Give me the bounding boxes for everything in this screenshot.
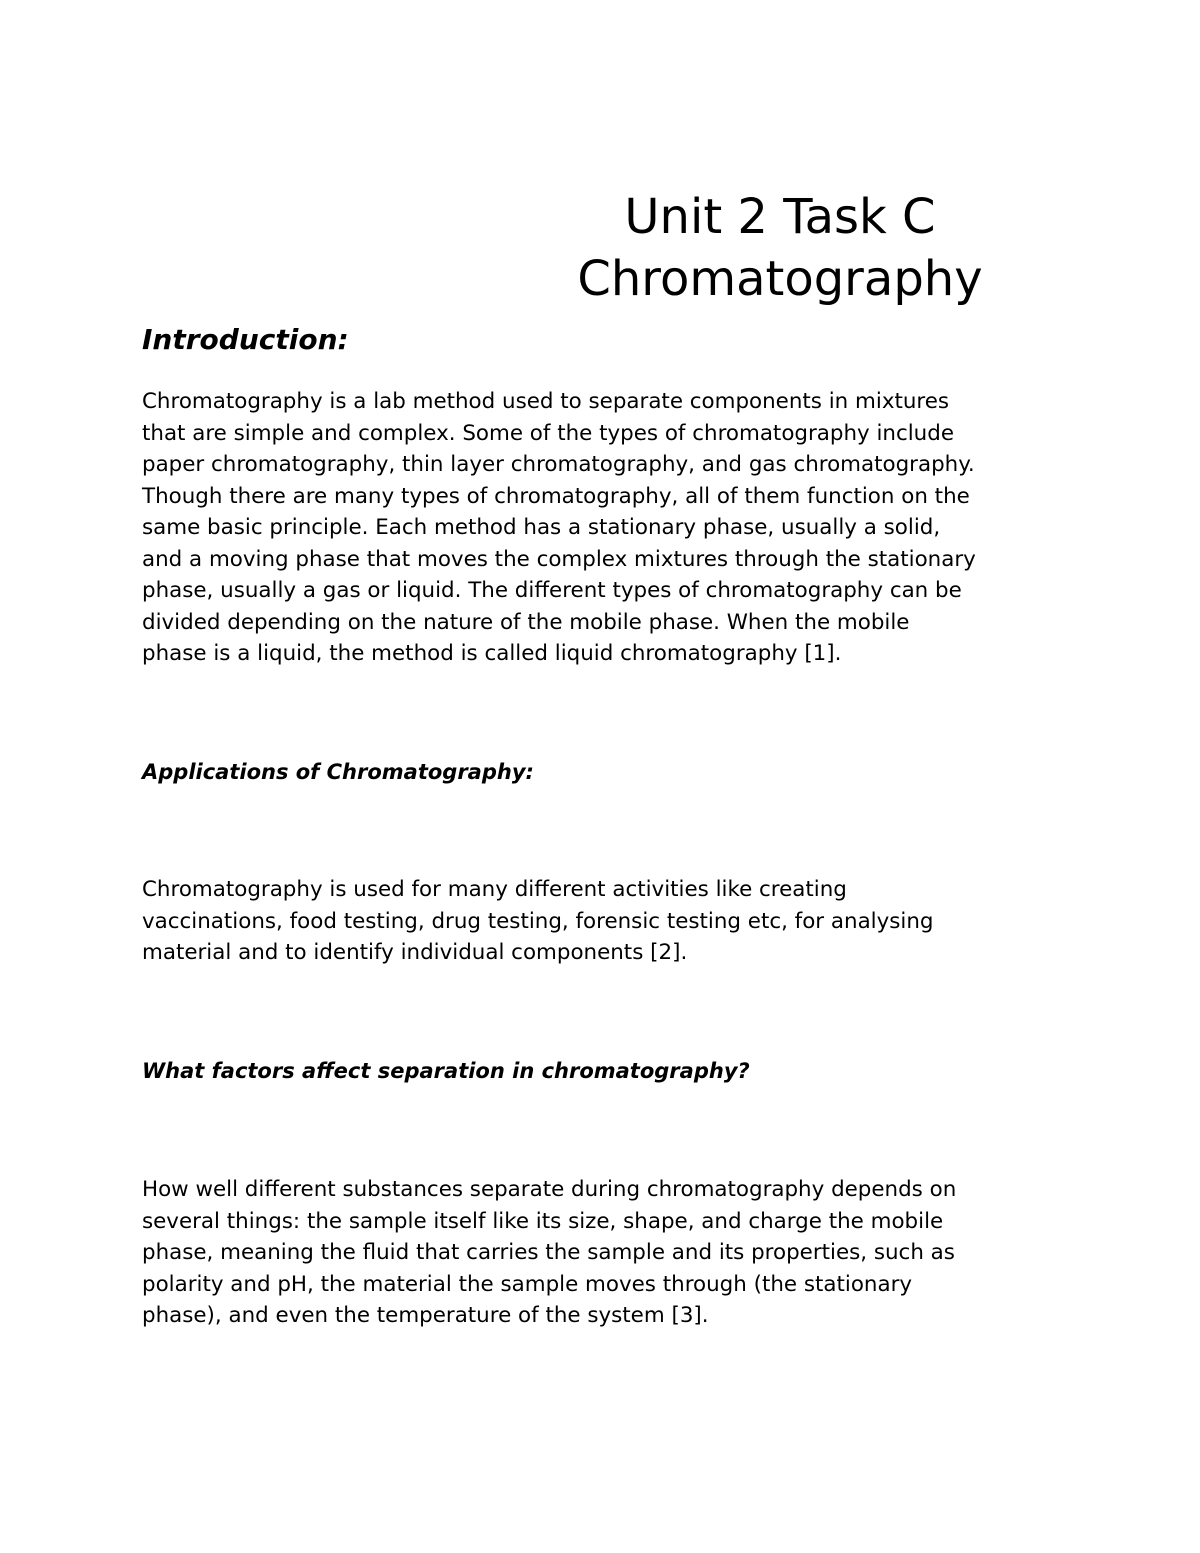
paragraph-line: polarity and pH, the material the sample moves through (the stationary: [142, 1271, 913, 1297]
paragraph-line: Chromatography is a lab method used to separate components in mixtures: [142, 389, 950, 414]
paragraph-line: vaccinations, food testing, drug testing, forensic testing etc, for analysing: [142, 908, 934, 934]
paragraph-line: and a moving phase that moves the complex mixtures through the stationary: [142, 546, 976, 572]
factors-paragraph: [142, 1174, 1102, 1332]
applications-paragraph: [142, 874, 1102, 969]
paragraph-line: phase, meaning the fluid that carries the sample and its properties, such as: [142, 1240, 955, 1265]
applications-heading: Applications of Chromatography:: [142, 760, 534, 784]
paragraph-line: Though there are many types of chromatography, all of them function on the: [142, 483, 970, 509]
introduction-heading: Introduction:: [142, 323, 349, 356]
paragraph-line: material and to identify individual components [2].: [142, 940, 688, 965]
factors-heading: What factors affect separation in chromatography?: [142, 1059, 750, 1083]
title-line-2: Chromatography: [577, 251, 983, 307]
paragraph-line: phase is a liquid, the method is called liquid chromatography [1].: [142, 641, 842, 666]
title-line-1: Unit 2 Task C: [624, 189, 936, 245]
paragraph-line: divided depending on the nature of the mobile phase. When the mobile: [142, 609, 910, 635]
paragraph-line: paper chromatography, thin layer chromatography, and gas chromatography.: [142, 452, 975, 477]
paragraph-line: same basic principle. Each method has a stationary phase, usually a solid,: [142, 515, 941, 540]
document-title: [540, 186, 1020, 310]
paragraph-line: How well different substances separate during chromatography depends on: [142, 1177, 957, 1202]
paragraph-line: that are simple and complex. Some of the types of chromatography include: [142, 420, 954, 446]
paragraph-line: phase), and even the temperature of the system [3].: [142, 1303, 709, 1328]
paragraph-line: Chromatography is used for many different activities like creating: [142, 877, 847, 902]
introduction-paragraph: [142, 386, 1102, 670]
paragraph-line: phase, usually a gas or liquid. The different types of chromatography can be: [142, 578, 962, 603]
paragraph-line: several things: the sample itself like its size, shape, and charge the mobile: [142, 1208, 944, 1234]
